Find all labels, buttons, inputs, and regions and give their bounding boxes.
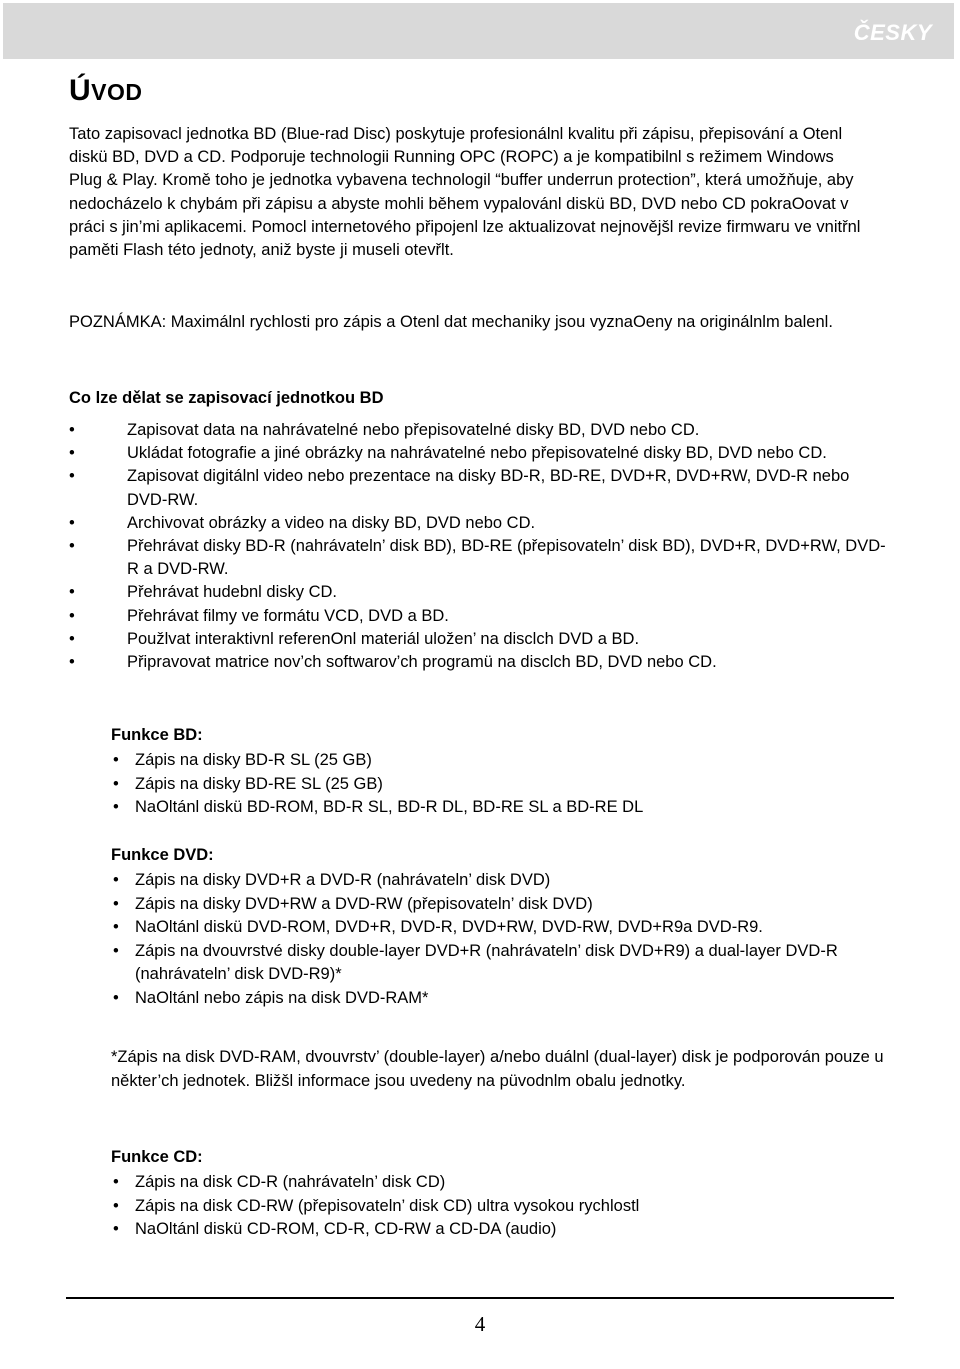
cd-functions: [111, 1146, 891, 1242]
bd-function-item: • Zápis na disky BD-RE SL (25 GB): [111, 773, 891, 797]
dvd-functions: [111, 844, 891, 1010]
dvd-footnote: *Zápis na disk DVD-RAM, dvouvrstv’ (double-layer) a/nebo duálnl (dual-layer) disk je podporován pouze u někter’ch jednotek. Bližšl informace jsou uvedeny na püvodnlm obalu jednotky.: [111, 1048, 884, 1090]
capability-item: • Ukládat fotografie a jiné obrázky na nahrávatelné nebo přepisovatelné disky BD, DVD nebo CD.: [69, 442, 889, 465]
header-bar: [3, 3, 954, 59]
capability-item: • Zapisovat digitálnl video nebo prezentace na disky BD-R, BD-RE, DVD+R, DVD+RW, DVD-R nebo DVD-RW.: [69, 465, 889, 511]
dvd-function-item: • Zápis na disky DVD+RW a DVD-RW (přepisovateln’ disk DVD): [111, 893, 891, 917]
capability-item: • Archivovat obrázky a video na disky BD, DVD nebo CD.: [69, 512, 889, 535]
title-first-letter: Ú: [69, 74, 92, 107]
cd-function-item: • Zápis na disk CD-R (nahrávateln’ disk CD): [111, 1171, 891, 1195]
dvd-functions-heading: Funkce DVD:: [111, 846, 214, 864]
capabilities-list: [69, 419, 889, 674]
capability-item: • Použlvat interaktivnl referenOnl materiál uložen’ na disclch DVD a BD.: [69, 628, 889, 651]
bd-function-item: • NaOltánl diskü BD-ROM, BD-R SL, BD-R DL, BD-RE SL a BD-RE DL: [111, 796, 891, 820]
capability-item: • Přehrávat disky BD-R (nahrávateln’ disk BD), BD-RE (přepisovateln’ disk BD), DVD+R, DVD+RW, DVD-R a DVD-RW.: [69, 535, 889, 581]
capability-item: • Zapisovat data na nahrávatelné nebo přepisovatelné disky BD, DVD nebo CD.: [69, 419, 889, 442]
cd-function-item: • Zápis na disk CD-RW (přepisovateln’ disk CD) ultra vysokou rychlostl: [111, 1195, 891, 1219]
bd-function-item: • Zápis na disky BD-R SL (25 GB): [111, 749, 891, 773]
capability-item: • Přehrávat hudebnl disky CD.: [69, 581, 889, 604]
cd-functions-heading: Funkce CD:: [111, 1148, 203, 1166]
bd-functions: [111, 724, 891, 820]
page-title: [69, 74, 143, 108]
intro-paragraph: Tato zapisovacl jednotka BD (Blue-rad Disc) poskytuje profesionálnl kvalitu při zápisu, přepisování a Otenl diskü BD, DVD a CD. Podporuje technologii Running OPC (ROPC) a je kompatibilnl s režimem Windows Plug & Play. Kromě toho je jednotka vybavena technologil “buffer underrun protection”, která umožňuje, aby nedocházelo k chybám při zápisu a abyste mohli během vypalovánl diskü BD, DVD nebo CD pokraOovat v práci s jin’mi aplikacemi. Pomocl internetového připojenl lze aktualizovat nejnovějšl revize firmwaru ve vnitřnl paměti Flash této jednoty, aniž byste ji museli otevřlt.: [69, 125, 861, 260]
note-paragraph: POZNÁMKA: Maximálnl rychlosti pro zápis a Otenl dat mechaniky jsou vyznaOeny na originálnlm balenl.: [69, 313, 833, 331]
dvd-function-item: • Zápis na disky DVD+R a DVD-R (nahrávateln’ disk DVD): [111, 869, 891, 893]
cd-function-item: • NaOltánl diskü CD-ROM, CD-R, CD-RW a CD-DA (audio): [111, 1218, 891, 1242]
page-number: 4: [474, 1312, 486, 1336]
dvd-function-item: • NaOltánl nebo zápis na disk DVD-RAM*: [111, 987, 891, 1011]
bd-functions-heading: Funkce BD:: [111, 726, 203, 744]
dvd-functions-list: [111, 869, 891, 1010]
dvd-function-item: • NaOltánl diskü DVD-ROM, DVD+R, DVD-R, DVD+RW, DVD-RW, DVD+R9a DVD-R9.: [111, 916, 891, 940]
cd-functions-list: [111, 1171, 891, 1242]
title-rest: VOD: [91, 79, 143, 105]
capability-item: • Připravovat matrice nov’ch softwarov’ch programü na disclch BD, DVD nebo CD.: [69, 651, 889, 674]
bd-functions-list: [111, 749, 891, 820]
capability-item: • Přehrávat filmy ve formátu VCD, DVD a BD.: [69, 605, 889, 628]
dvd-function-item: • Zápis na dvouvrstvé disky double-layer DVD+R (nahrávateln’ disk DVD+R9) a dual-layer DVD-R (nahrávateln’ disk DVD-R9)*: [111, 940, 891, 987]
language-label: ČESKY: [853, 20, 932, 45]
footer-divider: [66, 1297, 894, 1299]
capabilities-heading: Co lze dělat se zapisovací jednotkou BD: [69, 389, 384, 407]
